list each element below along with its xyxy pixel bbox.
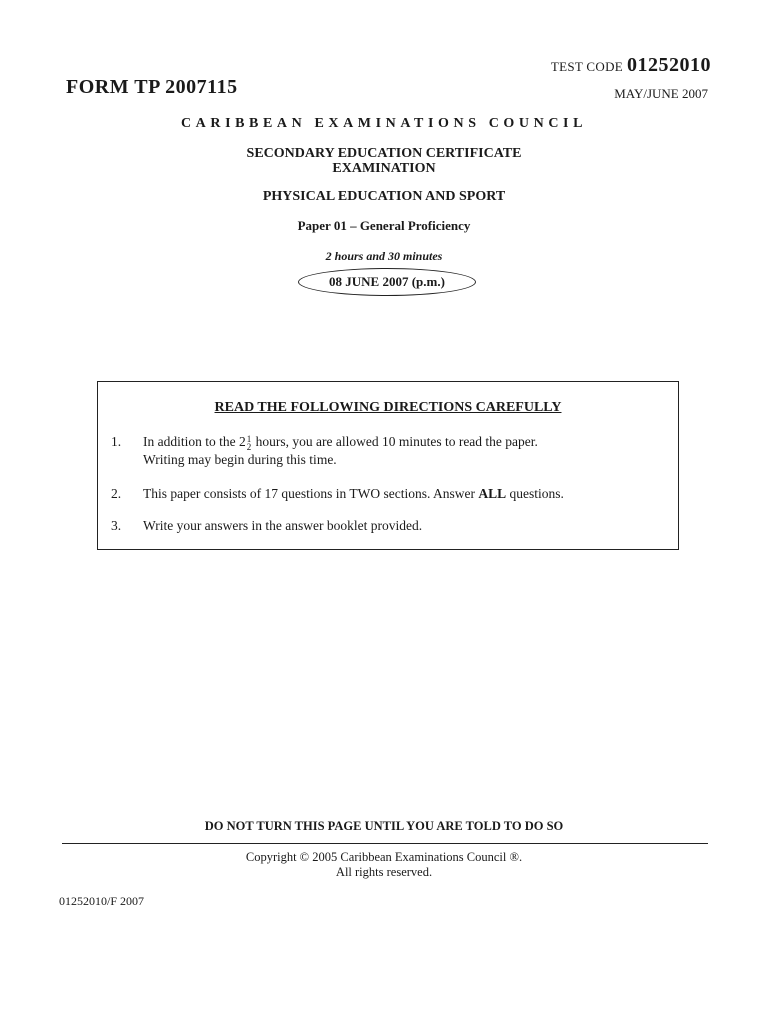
fraction-numerator: 1 (246, 433, 252, 444)
direction-text-part: hours, you are allowed 10 minutes to read the paper. (252, 434, 538, 449)
do-not-turn-notice: DO NOT TURN THIS PAGE UNTIL YOU ARE TOLD TO DO SO (204, 819, 564, 833)
direction-text (143, 433, 663, 468)
document-code: 01252010/F 2007 (59, 894, 145, 908)
copyright-line-1: Copyright © 2005 Caribbean Examinations Council ®. (245, 850, 523, 864)
test-code-value: 01252010 (627, 54, 711, 76)
fraction-half (247, 435, 252, 451)
footer-divider (62, 843, 708, 844)
directions-box (97, 381, 679, 550)
direction-text-line-2: Writing may begin during this time. (143, 451, 337, 467)
exam-title (0, 146, 768, 176)
direction-text: Write your answers in the answer booklet provided. (143, 518, 423, 533)
exam-title-line-2: EXAMINATION (332, 161, 436, 176)
fraction-denominator: 2 (246, 441, 252, 452)
direction-text-part: This paper consists of 17 questions in TWO sections. Answer (143, 486, 479, 501)
direction-emphasis: ALL (478, 486, 507, 501)
directions-heading: READ THE FOLLOWING DIRECTIONS CAREFULLY (214, 400, 562, 415)
exam-duration: 2 hours and 30 minutes (325, 249, 443, 263)
form-code: FORM TP 2007115 (66, 76, 238, 98)
subject-title: PHYSICAL EDUCATION AND SPORT (262, 189, 506, 204)
copyright-notice (0, 850, 768, 880)
exam-session: MAY/JUNE 2007 (614, 86, 708, 101)
council-name: CARIBBEAN EXAMINATIONS COUNCIL (180, 116, 588, 131)
direction-text-part: In addition to the 2 (143, 434, 246, 449)
copyright-line-2: All rights reserved. (335, 865, 433, 879)
paper-title: Paper 01 – General Proficiency (297, 218, 471, 233)
direction-number: 1. (111, 434, 122, 449)
direction-number: 2. (111, 486, 122, 501)
direction-number: 3. (111, 518, 122, 533)
direction-text-part: questions. (506, 486, 564, 501)
test-code-label: TEST CODE (550, 59, 623, 74)
exam-date-oval: 08 JUNE 2007 (p.m.) (298, 268, 476, 296)
test-code (551, 54, 711, 77)
direction-text (143, 485, 663, 502)
exam-title-line-1: SECONDARY EDUCATION CERTIFICATE (246, 146, 522, 161)
